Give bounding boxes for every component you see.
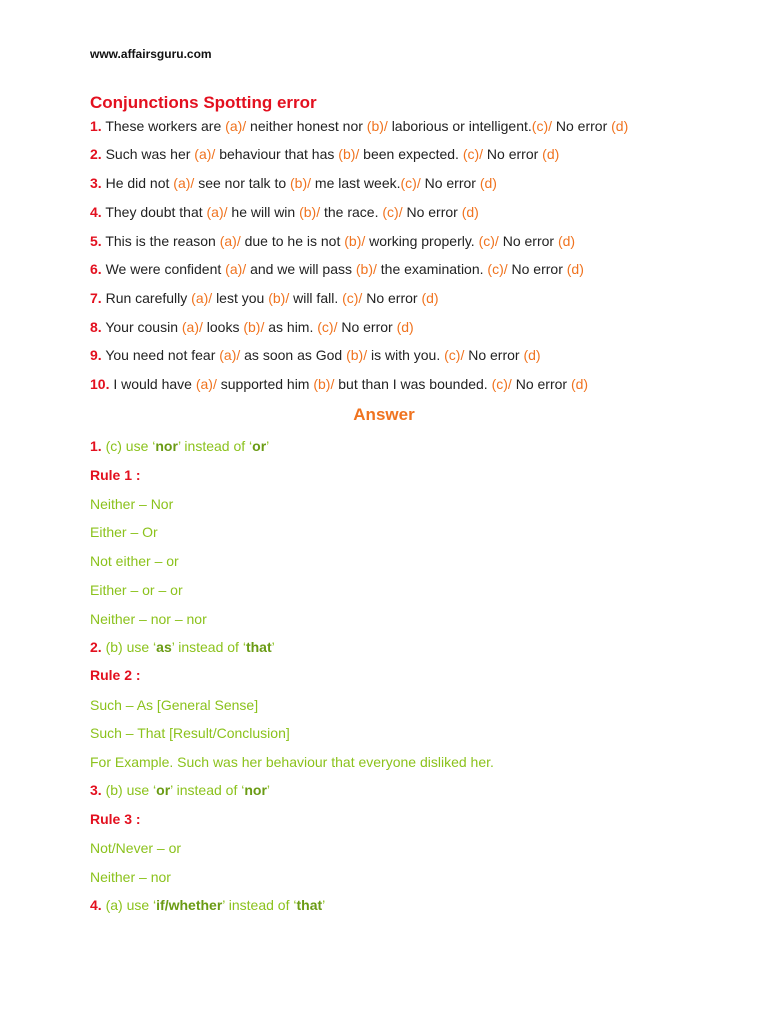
question-part-c: been expected. xyxy=(363,146,459,162)
option-b: (b)/ xyxy=(299,204,321,220)
rule-1-item: Either – or – or xyxy=(90,582,183,598)
option-d: (d) xyxy=(421,290,439,306)
option-d: (d) xyxy=(557,233,576,249)
rule-1-label: Rule 1 : xyxy=(90,467,141,483)
question-part-c: the race. xyxy=(324,204,379,220)
question-part-c: as him. xyxy=(268,319,314,335)
no-error-text: No error xyxy=(366,290,418,306)
rule-1-item: Either – Or xyxy=(90,524,158,540)
no-error-text: No error xyxy=(515,376,568,392)
question-part-a: He did not xyxy=(105,175,170,191)
question-part-b: and we will pass xyxy=(250,261,352,277)
option-b: (b)/ xyxy=(344,233,366,249)
option-c: (c)/ xyxy=(317,319,338,335)
no-error-text: No error xyxy=(555,118,608,134)
option-d: (d) xyxy=(570,376,589,392)
rule-2-label: Rule 2 : xyxy=(90,667,141,683)
question-part-b: supported him xyxy=(220,376,310,392)
option-a: (a)/ xyxy=(206,204,228,220)
answer-number: 1. xyxy=(90,438,102,454)
option-b: (b)/ xyxy=(268,290,290,306)
option-d: (d) xyxy=(542,146,560,162)
question-number: 7. xyxy=(90,290,102,306)
question-10 xyxy=(90,376,588,392)
option-c: (c)/ xyxy=(400,175,421,191)
rule-3-item: Neither – nor xyxy=(90,869,171,885)
question-6 xyxy=(90,261,584,277)
answer-text: (b) use ‘or’ instead of ‘nor’ xyxy=(105,782,271,798)
question-part-a: I would have xyxy=(113,376,192,392)
question-part-a: You need not fear xyxy=(105,347,216,363)
question-part-c: me last week. xyxy=(314,175,401,191)
option-a: (a)/ xyxy=(195,376,217,392)
answer-4 xyxy=(90,897,325,913)
question-part-b: as soon as God xyxy=(244,347,343,363)
option-a: (a)/ xyxy=(194,146,216,162)
page-title: Conjunctions Spotting error xyxy=(90,93,317,112)
question-number: 9. xyxy=(90,347,102,363)
question-number: 2. xyxy=(90,146,102,162)
option-a: (a)/ xyxy=(225,261,247,277)
option-d: (d) xyxy=(611,118,629,134)
option-b: (b)/ xyxy=(355,261,377,277)
rule-1-item: Neither – nor – nor xyxy=(90,611,207,627)
option-b: (b)/ xyxy=(338,146,360,162)
answer-1 xyxy=(90,438,269,454)
rule-1-item: Not either – or xyxy=(90,553,179,569)
answer-number: 2. xyxy=(90,639,102,655)
question-part-b: see nor talk to xyxy=(198,175,287,191)
option-d: (d) xyxy=(566,261,584,277)
question-1 xyxy=(90,118,628,134)
option-c: (c)/ xyxy=(478,233,499,249)
question-part-b: neither honest nor xyxy=(250,118,363,134)
site-url: www.affairsguru.com xyxy=(90,47,212,61)
question-part-b: looks xyxy=(206,319,240,335)
option-a: (a)/ xyxy=(225,118,247,134)
question-number: 4. xyxy=(90,204,102,220)
no-error-text: No error xyxy=(486,146,539,162)
option-b: (b)/ xyxy=(313,376,335,392)
question-part-b: behaviour that has xyxy=(219,146,335,162)
answer-2 xyxy=(90,639,275,655)
no-error-text: No error xyxy=(341,319,393,335)
answer-number: 3. xyxy=(90,782,102,798)
option-c: (c)/ xyxy=(342,290,363,306)
question-part-b: lest you xyxy=(216,290,265,306)
question-part-b: due to he is not xyxy=(244,233,341,249)
option-c: (c)/ xyxy=(444,347,465,363)
question-number: 5. xyxy=(90,233,102,249)
question-number: 10. xyxy=(90,376,110,392)
option-b: (b)/ xyxy=(243,319,265,335)
option-d: (d) xyxy=(523,347,541,363)
option-a: (a)/ xyxy=(181,319,203,335)
question-part-c: the examination. xyxy=(380,261,484,277)
question-number: 3. xyxy=(90,175,102,191)
question-3 xyxy=(90,175,497,191)
option-d: (d) xyxy=(396,319,414,335)
option-d: (d) xyxy=(461,204,479,220)
question-part-c: working properly. xyxy=(369,233,475,249)
question-part-c: is with you. xyxy=(370,347,441,363)
rule-3-label: Rule 3 : xyxy=(90,811,141,827)
rule-2-example: For Example. Such was her behaviour that everyone disliked her. xyxy=(90,754,494,770)
no-error-text: No error xyxy=(502,233,555,249)
option-d: (d) xyxy=(479,175,497,191)
answer-3 xyxy=(90,782,270,798)
option-c: (c)/ xyxy=(382,204,403,220)
question-part-a: They doubt that xyxy=(105,204,203,220)
option-a: (a)/ xyxy=(219,347,241,363)
option-b: (b)/ xyxy=(366,118,388,134)
rule-1-item: Neither – Nor xyxy=(90,496,174,512)
question-number: 1. xyxy=(90,118,102,134)
question-8 xyxy=(90,319,414,335)
question-number: 6. xyxy=(90,261,102,277)
question-part-b: he will win xyxy=(231,204,296,220)
rule-2-item: Such – As [General Sense] xyxy=(90,697,259,713)
question-4 xyxy=(90,204,479,220)
answer-number: 4. xyxy=(90,897,102,913)
question-5 xyxy=(90,233,575,249)
question-2 xyxy=(90,146,559,162)
option-b: (b)/ xyxy=(346,347,368,363)
no-error-text: No error xyxy=(468,347,520,363)
question-part-c: but than I was bounded. xyxy=(338,376,488,392)
answer-text: (a) use ‘if/whether’ instead of ‘that’ xyxy=(105,897,326,913)
option-c: (c)/ xyxy=(462,146,484,162)
question-part-a: Your cousin xyxy=(105,319,178,335)
option-a: (a)/ xyxy=(219,233,241,249)
rule-3-item: Not/Never – or xyxy=(90,840,182,856)
no-error-text: No error xyxy=(424,175,476,191)
option-c: (c)/ xyxy=(487,261,508,277)
no-error-text: No error xyxy=(511,261,563,277)
option-a: (a)/ xyxy=(173,175,195,191)
option-b: (b)/ xyxy=(290,175,312,191)
question-part-c: will fall. xyxy=(293,290,339,306)
question-part-a: These workers are xyxy=(105,118,222,134)
answer-text: (c) use ‘nor’ instead of ‘or’ xyxy=(105,438,270,454)
question-part-a: Such was her xyxy=(105,146,191,162)
question-part-a: We were confident xyxy=(105,261,222,277)
answer-text: (b) use ‘as’ instead of ‘that’ xyxy=(105,639,275,655)
no-error-text: No error xyxy=(406,204,458,220)
question-part-c: laborious or intelligent. xyxy=(391,118,532,134)
question-9 xyxy=(90,347,541,363)
question-number: 8. xyxy=(90,319,102,335)
option-c: (c)/ xyxy=(531,118,552,134)
question-7 xyxy=(90,290,439,306)
question-part-a: Run carefully xyxy=(105,290,188,306)
answer-heading: Answer xyxy=(353,405,415,424)
question-part-a: This is the reason xyxy=(105,233,216,249)
option-a: (a)/ xyxy=(191,290,213,306)
rule-2-item: Such – That [Result/Conclusion] xyxy=(90,725,290,741)
option-c: (c)/ xyxy=(491,376,512,392)
